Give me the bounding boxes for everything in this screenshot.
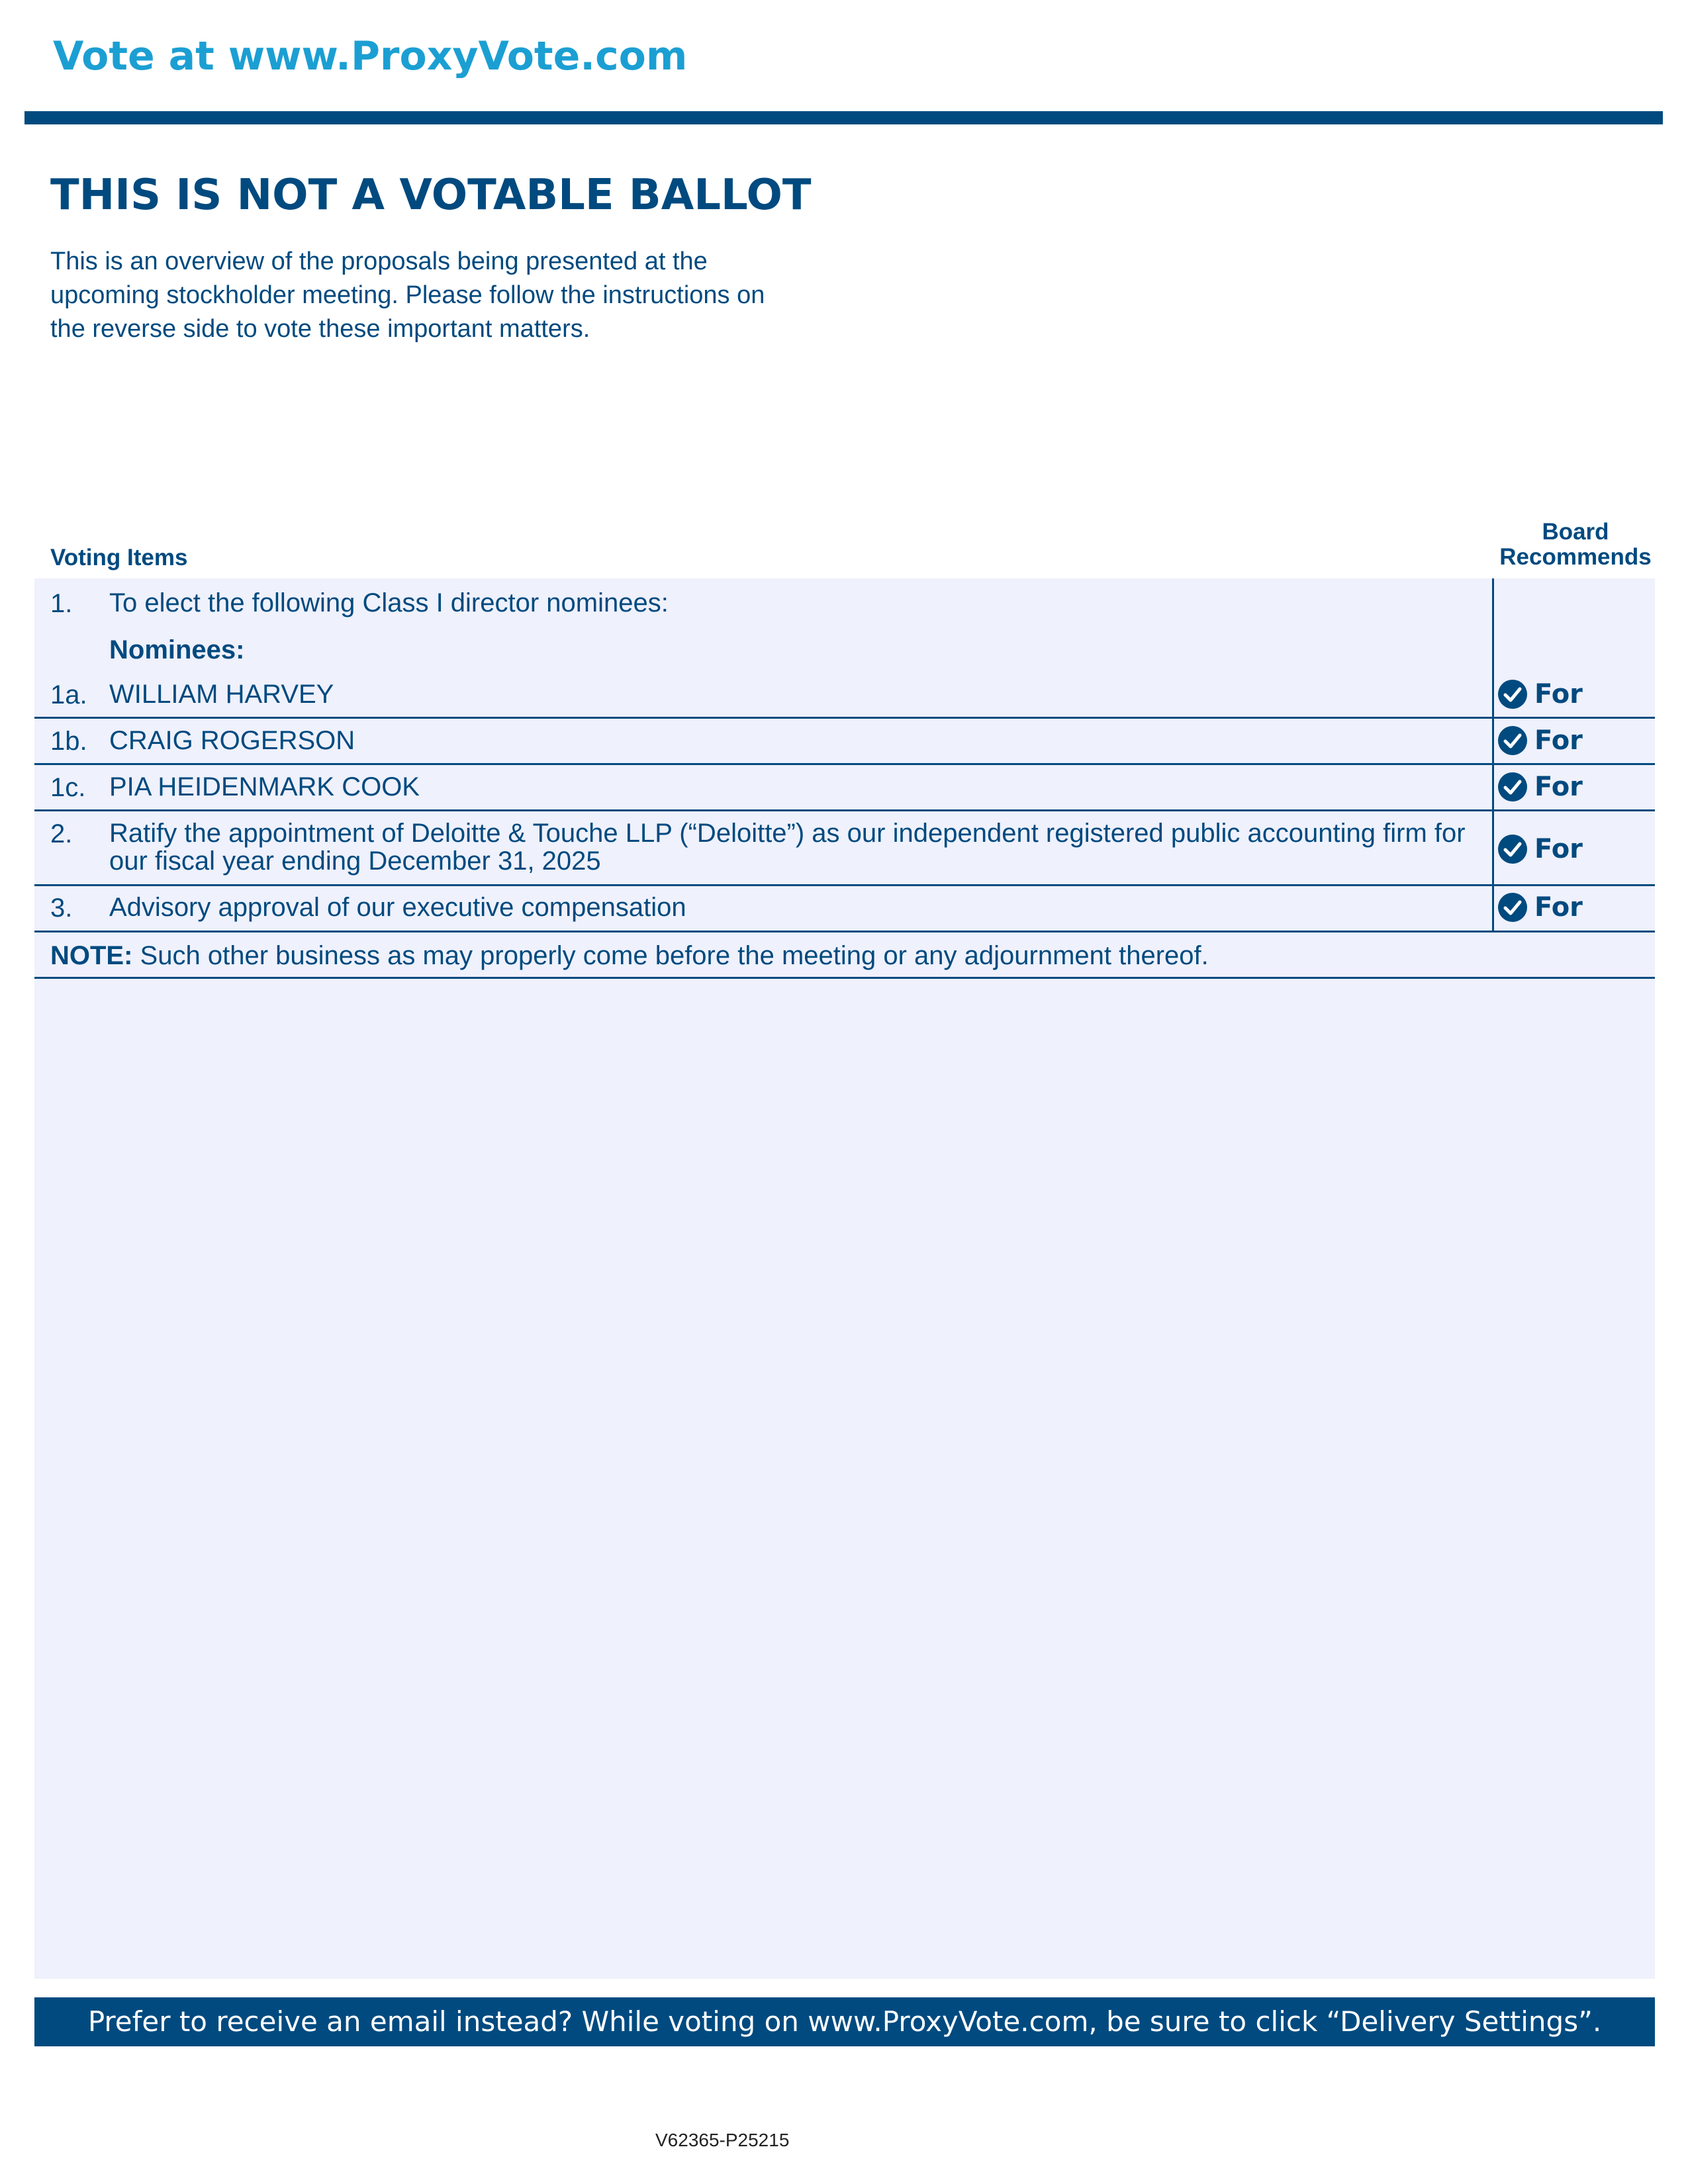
board-recommends-header [1483,520,1668,570]
note-body: Such other business as may properly come before the meeting or any adjournment thereof. [132,941,1209,970]
recommendation [1497,725,1583,756]
recommendation [1497,679,1583,709]
intro-line: This is an overview of the proposals being presented at the [50,248,708,275]
row-divider [34,809,1655,811]
item-number: 1. [50,589,73,618]
check-circle-icon [1497,679,1528,709]
column-divider [1492,578,1494,932]
vote-link[interactable]: Vote at www.ProxyVote.com [53,33,688,79]
check-circle-icon [1497,725,1528,756]
recommendation-label: For [1534,679,1583,709]
check-circle-icon [1497,834,1528,864]
recommendation [1497,772,1583,802]
row-divider [34,931,1655,933]
item-text: CRAIG ROGERSON [109,726,355,755]
note-text [50,941,1209,971]
item-number: 1a. [50,680,87,709]
item-text-line: Ratify the appointment of Deloitte & Touche LLP (“Deloitte”) as our independent registered public accounting firm for [109,819,1466,848]
check-circle-icon [1497,772,1528,802]
row-divider [34,977,1655,979]
item-text: WILLIAM HARVEY [109,680,334,709]
item-number: 1c. [50,773,86,802]
intro-text [50,245,845,346]
delivery-settings-banner: Prefer to receive an email instead? While voting on www.ProxyVote.com, be sure to click “Delivery Settings”. [34,1997,1655,2046]
recommendation [1497,834,1583,864]
intro-line: upcoming stockholder meeting. Please follow the instructions on [50,281,765,309]
recommendation-label: For [1534,725,1583,756]
recommendation [1497,892,1583,923]
nominees-label: Nominees: [109,635,245,664]
document-code: V62365-P25215 [655,2130,790,2150]
item-text: Advisory approval of our executive compensation [109,893,686,922]
board-header-line: Recommends [1499,544,1652,570]
recommendation-label: For [1534,834,1583,864]
item-text [109,819,1513,875]
item-number: 2. [50,819,73,848]
item-text-line: our fiscal year ending December 31, 2025 [109,846,601,876]
check-circle-icon [1497,892,1528,923]
header-divider [24,111,1663,124]
recommendation-label: For [1534,772,1583,802]
item-number: 3. [50,893,73,923]
row-divider [34,884,1655,886]
row-divider [34,763,1655,765]
page-title: THIS IS NOT A VOTABLE BALLOT [50,171,812,220]
recommendation-label: For [1534,892,1583,923]
note-label: NOTE: [50,941,133,970]
item-number: 1b. [50,727,87,756]
item-text: To elect the following Class I director nominees: [109,588,669,617]
item-text: PIA HEIDENMARK COOK [109,772,420,801]
intro-line: the reverse side to vote these important matters. [50,315,590,343]
voting-items-header: Voting Items [50,545,188,570]
board-header-line: Board [1542,519,1609,545]
row-divider [34,717,1655,719]
